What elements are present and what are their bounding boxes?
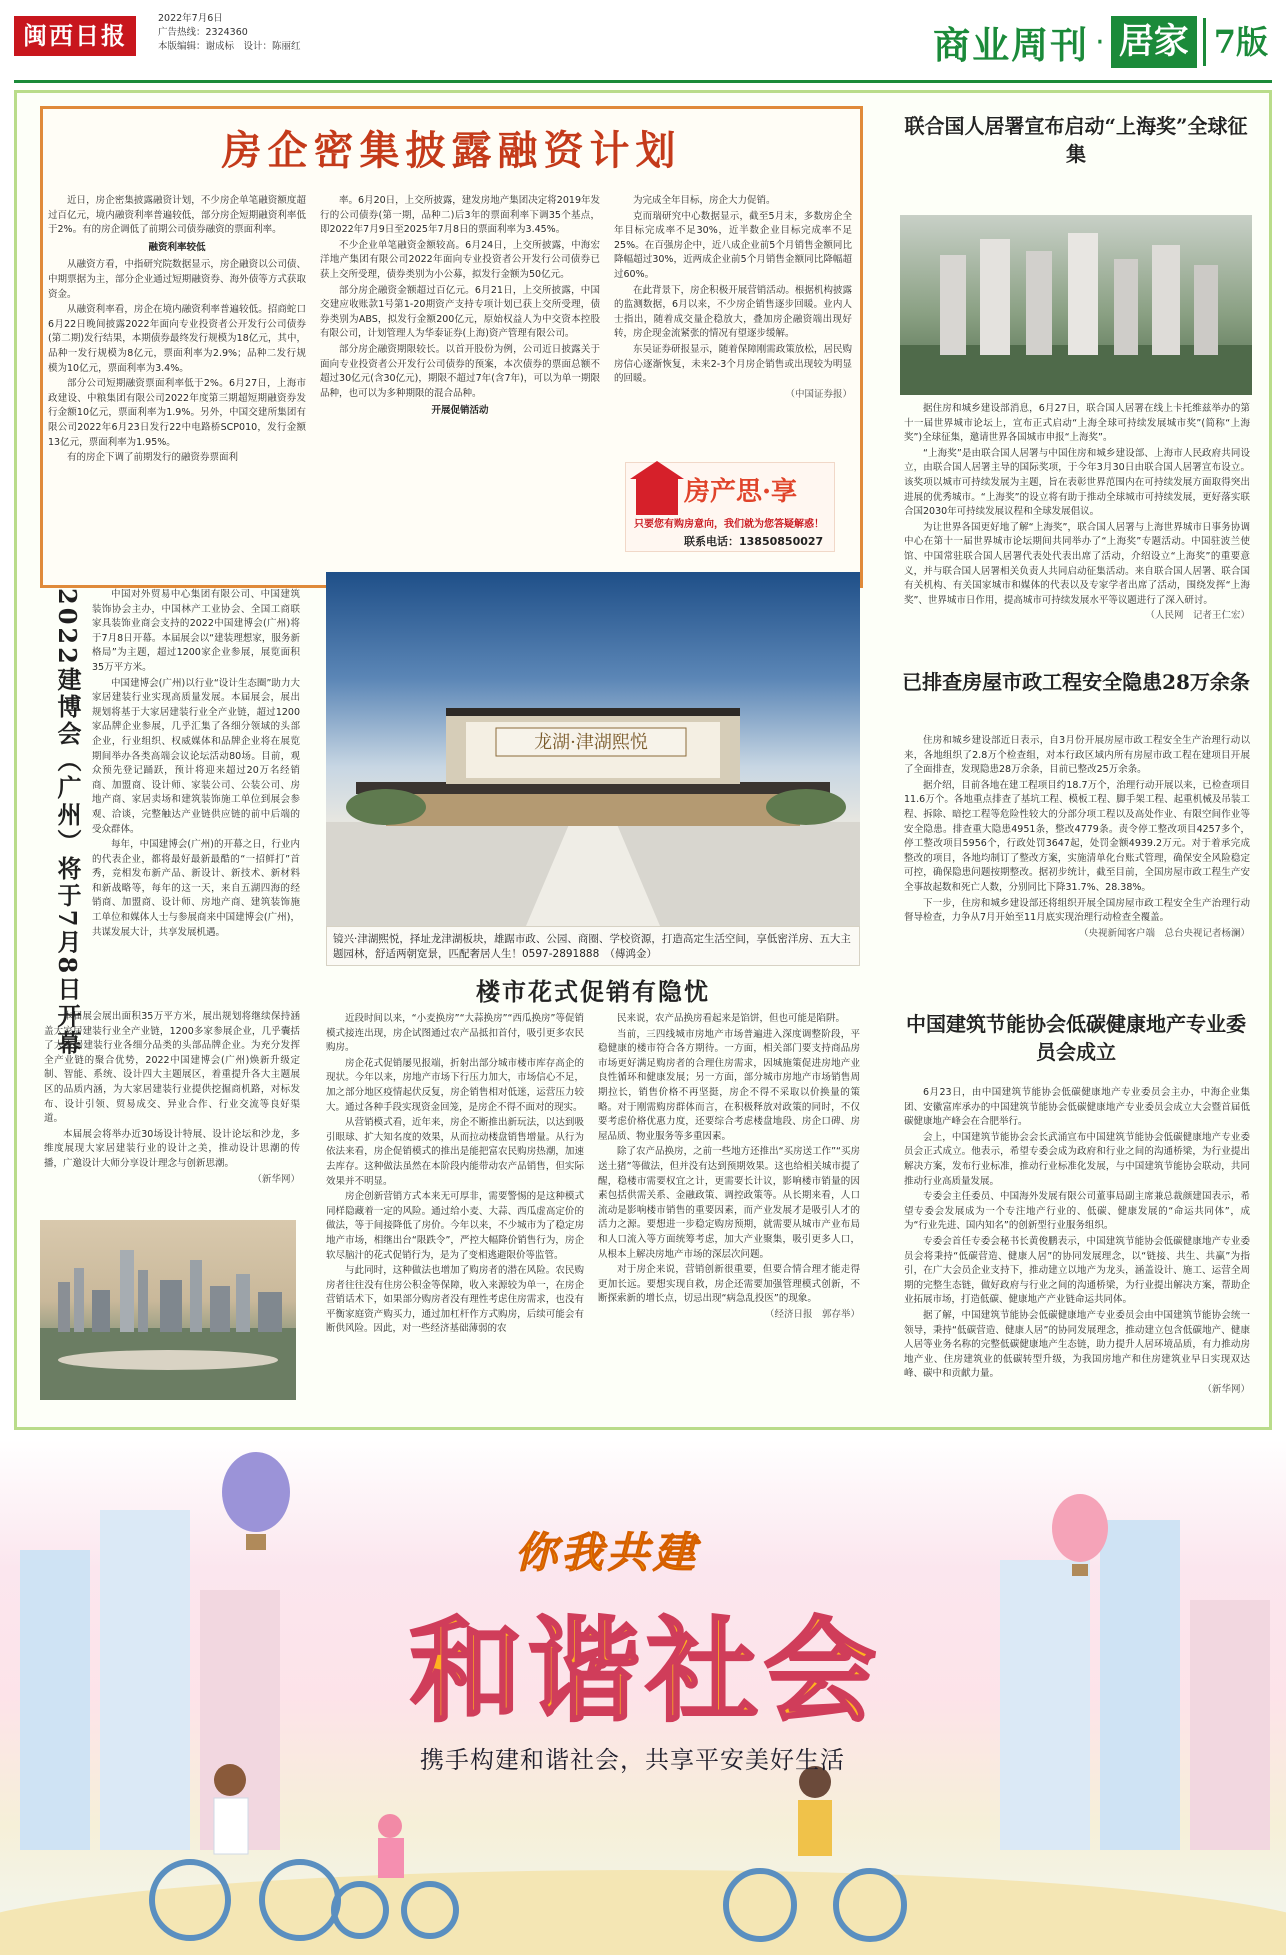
paragraph: 中国对外贸易中心集团有限公司、中国建筑装饰协会主办，中国林产工业协会、全国工商联家具装饰业商会支持的2022中国建博会(广州)将于7月8日开幕。本届展会以“建装理想家，服务新格局”为主题，超过1200家企业参展，展览面积35万平方米。 (92, 589, 300, 673)
paragraph: 房企花式促销屡见报端，折射出部分城市楼市库存高企的现状。今年以来，房地产市场下行压力加大，市场信心不足，加之部分地区疫情起伏反复，房企销售相对低迷，运营压力较大。通过各种手段实现资金回笼，是房企不得不面对的现实。 (326, 1057, 584, 1113)
paragraph: 从融资利率看，房企在境内融资利率普遍较低。招商蛇口6月22日晚间披露2022年面向专业投资者公开发行公司债券(第二期)发行结果，本期债券最终发行规模为18亿元，其中，品种一发行规模为8亿元，票面利率为2.9%；品种二发行规模为10亿元，票面利率为3.4%。 (48, 304, 306, 374)
safety-headline: 已排查房屋市政工程安全隐患28万余条 (902, 670, 1250, 694)
promo-headline: 楼市花式促销有隐忧 (476, 977, 710, 1006)
paragraph: 民来说，农产品换房看起来是馅饼，但也可能是陷阱。 (617, 1013, 846, 1024)
render-sign: 龙湖·津湖熙悦 (534, 732, 648, 753)
ad-title: 房产思·享 (684, 477, 798, 507)
ad-phone: 联系电话：13850850027 (684, 535, 824, 548)
un-award-body (904, 402, 1250, 656)
paragraph: 为完成全年目标，房企大力促销。 (633, 195, 776, 206)
banner-subtitle: 携手构建和谐社会，共享平安美好生活 (420, 1746, 845, 1774)
paragraph: 在此背景下，房企积极开展营销活动。根据机构披露的监测数据，6月以来，不少房企销售逐步回暖。业内人士指出，随着成交量企稳放大，叠加房企融资端出现好转，房企现金流紧张的情况有望逐步缓解。 (614, 284, 852, 340)
paragraph: 为让世界各国更好地了解“上海奖”，联合国人居署与上海世界城市日事务协调中心在第十一届世界城市论坛期间共同举办了“上海奖”专题活动。中国驻波兰使馆、中国常驻联合国人居署代表处代表出席了活动，介绍设立“上海奖”的重要意义，并与联合国人居署相关负责人共同启动征集活动。来自联合国人居署、联合国有关机构、有关国家城市和媒体的代表以及专家学者出席了活动，围绕发挥“上海奖”、世界城市日作用，提高城市可持续发展水平等议题进行了深入研讨。 (904, 521, 1250, 606)
expo-column-1 (92, 588, 300, 1006)
paragraph: 从融资方看，中指研究院数据显示，房企融资以公司债、中期票据为主，部分企业通过短期融资券、海外债等方式获取资金。 (48, 259, 306, 300)
paragraph: 每年，中国建博会(广州)的开幕之日，行业内的代表企业，都将最好最新最酷的“一招鲜打”首秀，竞相发布新产品、新设计、新技术、新材料和新战略等，每年的这一天，来自五湖四海的经销商、加盟商、设计师、房地产商、建筑装饰施工单位和媒体人士与参展商来中国建博会(广州)，共谋发展大计，共享发展机遇。 (92, 839, 300, 938)
issue-date: 2022年7月6日 (158, 13, 223, 24)
paragraph: 专委会首任专委会秘书长黄俊鹏表示，中国建筑节能协会低碳健康地产专业委员会将秉持“低碳营造、健康人居”的协同发展理念，以“链接、共生、共赢”为指引，在广大会员企业支持下，推动建立以地产为龙头，涵盖设计、施工、运营全周期的完整生态链，做好政府与行业之间的沟通桥梁，为行业提出解决方案，帮助企业拓展市场，打造低碳、健康地产产业链命运共同体。 (904, 1235, 1250, 1306)
paragraph: “上海奖”是由联合国人居署与中国住房和城乡建设部、上海市人民政府共同设立，由联合国人居署主导的国际奖项，于今年3月30日由联合国人居署宣布设立。该奖项以城市可持续发展为主题，旨在表彰世界范围内在可持续发展方面取得突出进展的优秀城市。“上海奖”的设立将有助于推动全球城市可持续发展，更好落实联合国2030年可持续发展议程和全球发展倡议。 (904, 447, 1250, 518)
residential-towers-graphic (900, 215, 1252, 395)
lead-column-2 (320, 194, 600, 578)
paragraph: 住房和城乡建设部近日表示，自3月份开展房屋市政工程安全生产治理行动以来，各地组织了2.8万个检查组，对本行政区域内所有房屋市政工程在建项目开展了全面排查，发现隐患28万余条，目前已整改25万余条。 (904, 735, 1250, 776)
paragraph: 专委会主任委员、中国海外发展有限公司董事局副主席兼总裁颜建国表示，希望专委会发展成为一个专注地产行业的、低碳、健康发展的“命运共同体”，成为“行业先进、国内知名”的创新型行业服务组织。 (904, 1191, 1250, 1232)
house-icon (636, 477, 678, 515)
un-award-headline: 联合国人居署宣布启动“上海奖”全球征集 (904, 114, 1248, 166)
property-ad (625, 462, 835, 552)
expo-city-photo (40, 1220, 296, 1400)
promo-column-2 (598, 1012, 860, 1418)
city-skyline-graphic (40, 1220, 296, 1400)
sales-center-graphic (326, 572, 860, 926)
safety-body (904, 734, 1250, 992)
editors: 本版编辑：谢成标 设计：陈丽红 (158, 41, 301, 52)
paragraph: 与此同时，这种做法也增加了购房者的潜在风险。农民购房者往往没有住房公积金等保障，收入来源较为单一，在房企营销话术下，如果部分购房者没有理性考虑住房需求，也没有平衡家庭资产购买力，通过加杠杆作方式购房，后续可能会有断供风险。因此，对一些经济基础薄弱的农 (326, 1265, 584, 1335)
paragraph: 不少企业单笔融资金额较高。6月24日，上交所披露，中海宏洋地产集团有限公司2022年面向专业投资者公开发行公司债券已获上交所受理，债券类别为小公募，拟发行金额为50亿元。 (320, 239, 600, 280)
paragraph: 部分公司短期融资票面利率低于2%。6月27日，上海市政建设、中粮集团有限公司2022年度第三期超短期融资券发行金额10亿元，票面利率为1.9%。另外，中国交建所集团有限公司2022年6月23日发行22中电路桥SCP010，发行金额13亿元，票面利率为1.95%。 (48, 378, 306, 448)
paragraph: 率。6月20日，上交所披露，建发房地产集团决定将2019年发行的公司债券(第一期，品种二)后3年的票面利率下调35个基点，即2022年7月9日至2025年7月8日的票面利率为3.45%。 (320, 195, 600, 236)
lead-column-3 (614, 194, 852, 456)
subheading: 融资利率较低 (148, 241, 206, 253)
paragraph: 部分房企融资期限较长。以首开股份为例，公司近日披露关于面向专业投资者公开发行公司债券的预案，本次债券的票面总额不超过30亿元(含30亿元)，期限不超过7年(含7年)，可以为单一期限品种，也可以为多种期限的混合品种。 (320, 343, 600, 399)
weekly-name: 商业周刊 (933, 23, 1090, 67)
lowcarbon-headline: 中国建筑节能协会低碳健康地产专业委员会成立 (906, 1012, 1246, 1064)
lead-column-1 (48, 194, 306, 578)
property-render-photo (326, 572, 860, 926)
separator-dot: · (1095, 24, 1105, 60)
paragraph: 6月23日，由中国建筑节能协会低碳健康地产专业委员会主办，中海企业集团、安徽富库承办的中国建筑节能协会低碳健康地产专业委员会成立大会暨首届低碳健康地产峰会在合肥举行。 (904, 1087, 1250, 1128)
masthead (14, 8, 1272, 82)
paragraph: 据住房和城乡建设部消息，6月27日，联合国人居署在线上卡托维兹举办的第十一届世界城市论坛上，宣布正式启动“上海全球可持续发展城市奖”(简称“上海奖”)全球征集，邀请世界各国城市申报“上海奖”。 (904, 403, 1250, 444)
paragraph: 克而瑞研究中心数据显示，截至5月末，多数房企全年目标完成率不足30%，近半数企业目标完成率不足25%。在百强房企中，近八成企业前5个月销售金额同比降幅超过30%，近两成企业前5个月销售金额同比降幅超过60%。 (614, 210, 852, 280)
ad-permit: 广告热线：2324360 (158, 27, 248, 38)
expo-column-2 (44, 1010, 300, 1214)
ad-slogan: 只要您有购房意向，我们就为您答疑解惑！ (634, 519, 824, 530)
section-title (933, 14, 1268, 70)
paragraph: 有的房企下调了前期发行的融资券票面利 (67, 452, 239, 464)
newspaper-logo: 闽西日报 (14, 16, 136, 56)
paragraph: 据了解，中国建筑节能协会低碳健康地产专业委员会由中国建筑节能协会统一领导，秉持“低碳营造、健康人居”的协同发展理念，推动建立包含低碳地产、健康人居等业务名称的完整低碳健康地产生态链，助力提升人居环境品质，有力推动房地产业、住房建筑业的低碳转型升级，为我国房地产和住房建筑业早日实现双达峰、碳中和贡献力量。 (904, 1309, 1250, 1380)
subheading: 开展促销活动 (431, 405, 489, 417)
paragraph: 除了农产品换房，之前一些地方还推出“买房送工作”“买房送土猪”等做法，但并没有达到预期效果。这也给相关城市提了醒，稳楼市需要权宜之计，更需要长计议，影响楼市销量的因素包括供需关系、金融政策、调控政策等。从长期来看，人口流动是影响楼市销售的重要因素，而产业发展才是吸引人才的活力之源。要想进一步稳定购房预期，就需要从城市产业布局和人口流入等方面统筹考虑，加大产业聚集，吸引更多人口，从根本上解决房地产市场的深层次问题。 (598, 1146, 860, 1260)
lead-headline: 房企密集披露融资计划 (221, 127, 682, 174)
banner-title-line1: 你我共建 (515, 1528, 700, 1577)
paragraph: 房企创新营销方式本来无可厚非，需要警惕的是这种模式同样隐藏着一定的风险。通过给小麦、大蒜、西瓜虚高定价的做法，等于间接降低了房价。今年以来，不少城市为了稳定房地产市场，相继出台“限跌令”，严控大幅降价销售行为，房企软尽脑汁的花式促销行为，是为了变相逃避限价等监管。 (326, 1191, 584, 1261)
section-name: 居家 (1111, 16, 1197, 68)
un-award-photo (900, 215, 1252, 395)
source-credit: （新华网） (252, 1173, 300, 1185)
masthead-rule (14, 80, 1272, 83)
expo-headline: 2022建博会（广州）将于7月8日开幕 (53, 588, 82, 1058)
paragraph: 当前，三四线城市房地产市场普遍进入深度调整阶段，平稳健康的楼市符合各方期待。一方面，相关部门要支持商品房市场更好满足购房者的合理住房需求，因城施策促进房地产业良性循环和健康发展；另一方面，部分城市房地产市场销售周期拉长，销售价格不再坚挺，房企不得不采取以价换量的策略。对于刚需购房群体而言，在积极释放对政策的同时，不仅要考虑价格优惠力度，还要综合考虑楼盘地段、房企口碑、房屋品质、物业服务等多重因素。 (598, 1028, 860, 1142)
paragraph: 本届展会将举办近30场设计特展、设计论坛和沙龙，多维度展现大家居建装行业的设计之美，推动设计思潮的传播，广邀设计大师分享设计理念与创新思潮。 (44, 1128, 300, 1169)
paragraph: 近段时间以来，“小麦换房”“大蒜换房”“西瓜换房”等促销模式接连出现，房企试图通过农产品抵扣首付，吸引更多农民购房。 (326, 1013, 584, 1054)
source-credit: （经济日报 郭存举） (764, 1308, 860, 1320)
paragraph: 对于房企来说，营销创新很重要，但要合情合理才能走得更加长远。要想实现自救，房企还需要加强管理模式创新，不断探索新的增长点，切忌出现“病急乱投医”的现象。 (598, 1264, 860, 1305)
paragraph: 会上，中国建筑节能协会会长武涌宣布中国建筑节能协会低碳健康地产专业委员会正式成立。他表示，希望专委会成为政府和行业之间的沟通桥梁，为行业提出解决方案，发布行业标准，推动行业标准化发展，与中国建筑节能协会联动，共同推动行业高质量发展。 (904, 1131, 1250, 1187)
lowcarbon-body (904, 1086, 1250, 1420)
harmony-banner (0, 1440, 1286, 1955)
page-number: 7版 (1203, 18, 1268, 66)
source-credit: （人民网 记者王仁宏） (1145, 610, 1250, 622)
banner-title-line2: 和谐社会 (410, 1607, 882, 1737)
paragraph: 据介绍，目前各地在建工程项目约18.7万个，治理行动开展以来，已检查项目11.6万个。各地重点排查了基坑工程、模板工程、脚手架工程、起重机械及吊装工程、拆除、暗挖工程等危险性较大的分部分项工程以及高处作业、有限空间作业等安全隐患。排查重大隐患4951条，整改4779条。责令停工整改项目4257多个，停工整改项目5956个，行政处罚3647起，处罚金额4939.2万元。对于着承完成整改的项目，各地均制订了整改方案，实施清单化台账式管理，确保安全风险稳定可控，确保隐患问题按期整改。据初步统计，截至目前，全国房屋市政工程生产安全事故起数和死亡人数，分别同比下降31.7%、28.38%。 (904, 779, 1250, 893)
paragraph: 中国建博会(广州)以行业“设计生态圈”助力大家居建装行业实现高质量发展。本届展会，展出规划将基于大家居建装行业全产业链，超过1200家品牌企业参展，几乎汇集了各细分领域的头部企业，行业组织、权威媒体和品牌企业将在展览期间举办各类高端会议论坛活动80场。目前，观众预先登记踊跃，预计将迎来超过20万名经销商、加盟商、设计师、家装公司、公装公司、房地产商、家居卖场和建筑装饰施工单位到展会参观、洽谈，完整触达产业链供应链的前中后端的受众群体。 (92, 677, 300, 835)
source-credit: （新华网） (1202, 1383, 1250, 1395)
paragraph: 从营销模式看，近年来，房企不断推出新玩法，以达到吸引眼球、扩大知名度的效果，从而拉动楼盘销售增量。从行为依法来看，房企促销模式的推出是能把富农民购房热潮，加速去库存。这种做法虽然在本阶段内能带动农产品销售，但实际效果并不明显。 (326, 1117, 584, 1187)
render-caption: 镜兴·津湖熙悦，择址龙津湖板块，雄踞市政、公园、商圈、学校资源，打造高定生活空间，享低密洋房、五大主题园林，舒适两朝宽景，匹配奢居人生！0597-2891888 （傅鸿金） (326, 926, 860, 966)
source-credit: （中国证券报） (785, 388, 852, 400)
issue-meta (158, 12, 301, 54)
paragraph: 本届展会展出面积35万平方米，展出规划将继续保持涵盖大家居建装行业全产业链，1200多家参展企业，几乎囊括了大家居建装行业各细分品类的头部品牌企业。为充分发挥全产业链的聚合优势，2022中国建博会(广州)焕新升级定制、智能、系统、设计四大主题展区，着重提升各大主题展区的品质内涵，为大家居建装行业提供挖掘商机路，对标发布、设计引领、贸易成交、异业合作、行业交流等良好渠道。 (44, 1011, 300, 1125)
paragraph: 部分房企融资金额超过百亿元。6月21日，上交所披露，中国交建应收账款1号第1-20期资产支持专项计划已获上交所受理，债券类别为ABS，拟发行金额200亿元，原始权益人为中交资本控股有限公司，计划管理人为华泰证券(上海)资产管理有限公司。 (320, 284, 600, 340)
paragraph: 东吴证券研报显示，随着保障刚需政策放松，居民购房信心逐渐恢复，未来2-3个月房企销售或出现较为明显的回暖。 (614, 343, 852, 385)
source-credit: （央视新闻客户端 总台央视记者杨澜） (1078, 927, 1250, 939)
paragraph: 近日，房企密集披露融资计划，不少房企单笔融资额度超过百亿元，境内融资利率普遍较低，部分房企短期融资利率低于2%。有的房企调低了前期公司债券融资的票面利率。 (48, 195, 306, 236)
promo-column-1 (326, 1012, 584, 1418)
paragraph: 下一步，住房和城乡建设部还将组织开展全国房屋市政工程安全生产治理行动督导检查，力争从7月开始至11月底实现治理行动检查全覆盖。 (904, 897, 1250, 924)
